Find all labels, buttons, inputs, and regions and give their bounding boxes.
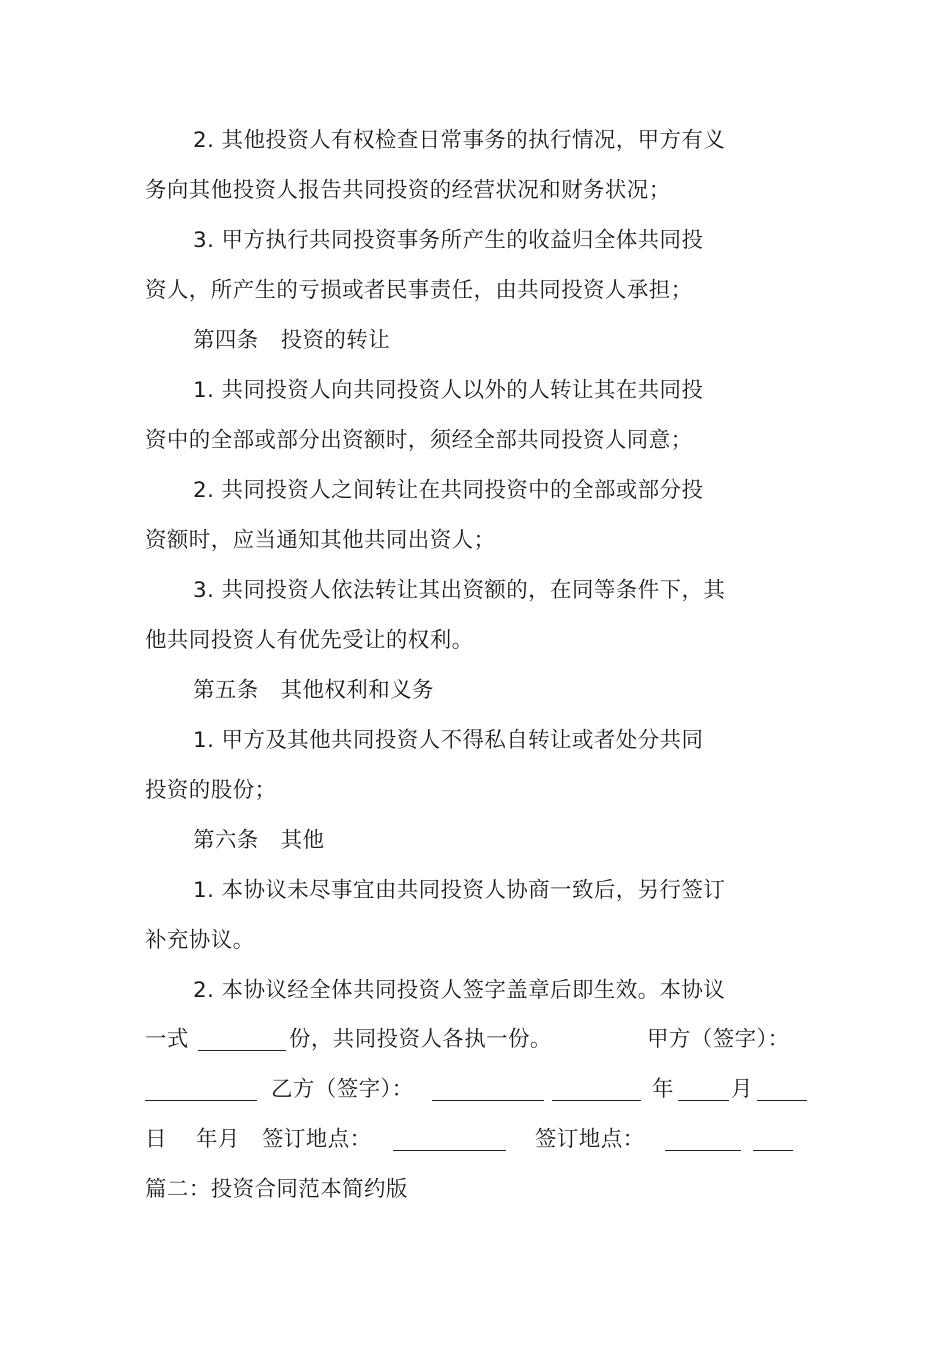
signing-place-blank[interactable] <box>753 1150 793 1151</box>
paragraph-line: 投资的股份； <box>145 778 277 803</box>
paragraph-line: 2. 共同投资人之间转让在共同投资中的全部或部分投 <box>193 478 704 503</box>
section-title: 篇二：投资合同范本简约版 <box>145 1177 408 1202</box>
paragraph-line: 他共同投资人有优先受让的权利。 <box>145 628 474 653</box>
paragraph-line: 1. 本协议未尽事宜由共同投资人协商一致后，另行签订 <box>193 878 726 903</box>
copies-prefix: 一式 <box>145 1027 189 1052</box>
paragraph-line: 务向其他投资人报告共同投资的经营状况和财务状况； <box>145 178 671 203</box>
year-label: 年 <box>652 1077 674 1102</box>
signing-place-blank[interactable] <box>393 1150 506 1151</box>
day-blank[interactable] <box>757 1100 807 1101</box>
paragraph-line: 2. 本协议经全体共同投资人签字盖章后即生效。本协议 <box>193 978 726 1003</box>
paragraph-line: 资人，所产生的亏损或者民事责任，由共同投资人承担； <box>145 278 693 303</box>
paragraph-line: 3. 甲方执行共同投资事务所产生的收益归全体共同投 <box>193 228 704 253</box>
paragraph-line: 3. 共同投资人依法转让其出资额的，在同等条件下，其 <box>193 578 726 603</box>
paragraph-line: 补充协议。 <box>145 928 255 953</box>
signing-place-label: 签订地点： <box>262 1127 372 1152</box>
signing-place-blank[interactable] <box>665 1150 741 1151</box>
paragraph-line: 2. 其他投资人有权检查日常事务的执行情况，甲方有义 <box>193 128 726 153</box>
party-a-signature-label: 甲方（签字）： <box>647 1027 790 1052</box>
signing-place-label: 签订地点： <box>535 1127 645 1152</box>
month-blank[interactable] <box>678 1100 729 1101</box>
copies-text: 份，共同投资人各执一份。 <box>289 1027 552 1052</box>
party-a-signature-blank[interactable] <box>145 1100 257 1101</box>
paragraph-line: 资中的全部或部分出资额时，须经全部共同投资人同意； <box>145 428 693 453</box>
article-heading: 第六条 其他 <box>193 828 325 853</box>
year-month-label: 年月 <box>196 1127 240 1152</box>
article-heading: 第四条 投资的转让 <box>193 328 391 353</box>
article-heading: 第五条 其他权利和义务 <box>193 678 434 703</box>
year-blank[interactable] <box>552 1100 641 1101</box>
party-b-signature-blank[interactable] <box>432 1100 544 1101</box>
copies-blank[interactable] <box>198 1050 286 1051</box>
day-label: 日 <box>145 1127 167 1152</box>
paragraph-line: 1. 共同投资人向共同投资人以外的人转让其在共同投 <box>193 378 704 403</box>
month-label: 月 <box>731 1077 753 1102</box>
party-b-signature-label: 乙方（签字）： <box>271 1077 414 1102</box>
paragraph-line: 资额时，应当通知其他共同出资人； <box>145 528 496 553</box>
paragraph-line: 1. 甲方及其他共同投资人不得私自转让或者处分共同 <box>193 728 704 753</box>
